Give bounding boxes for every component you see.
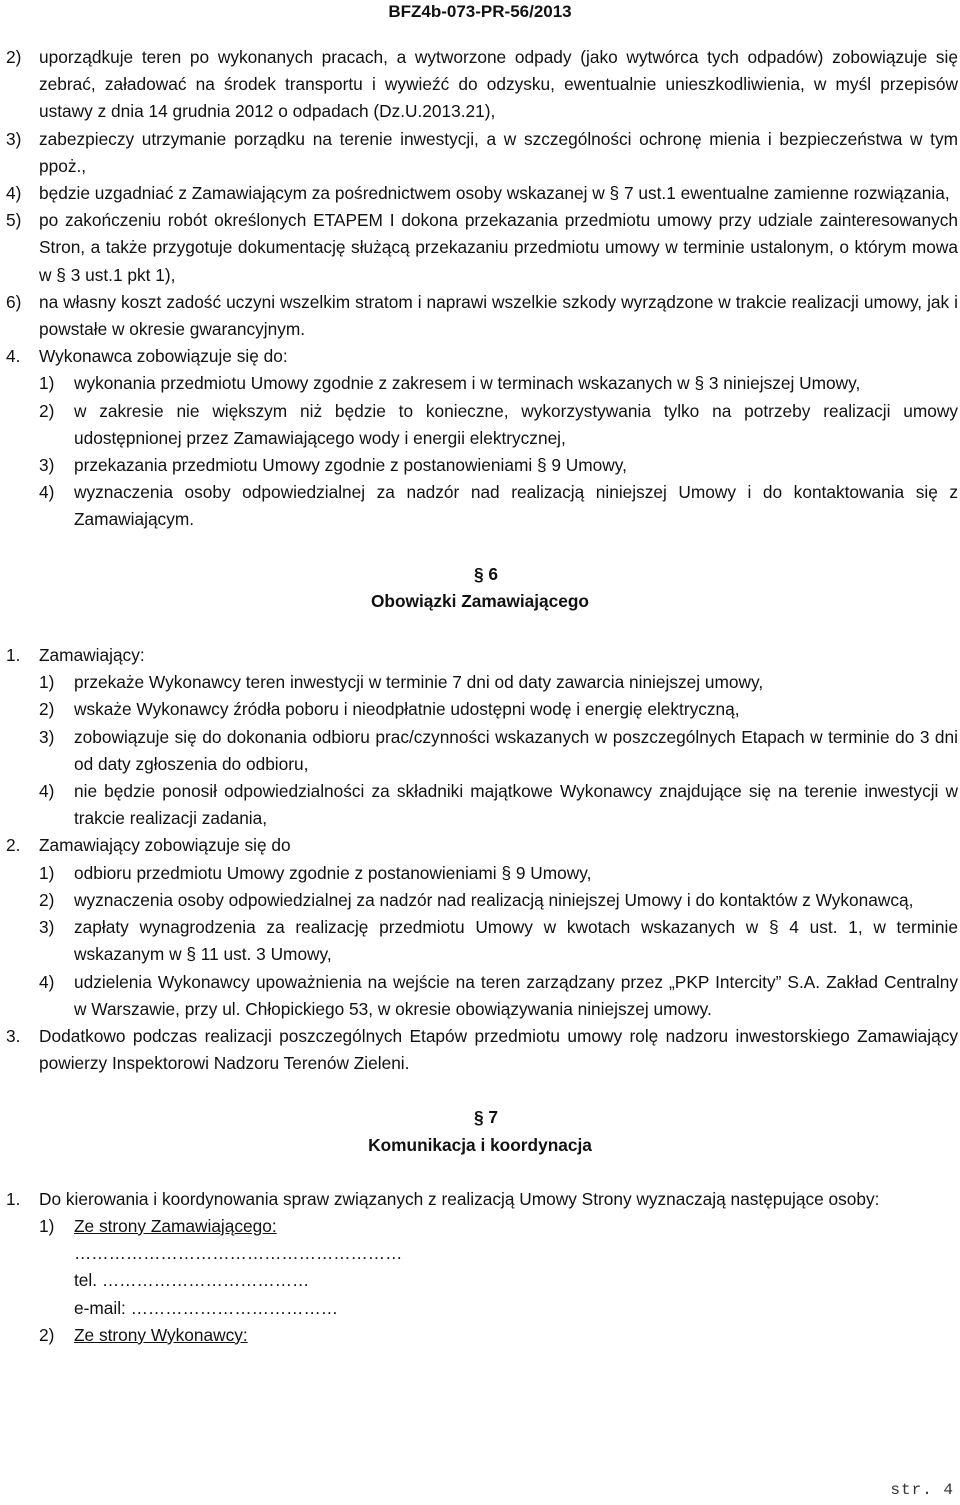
list-item-number: 3)	[39, 455, 55, 476]
list-item	[0, 887, 960, 914]
list-item	[0, 1213, 960, 1240]
contact-name-line: …………………………………………………	[74, 1243, 403, 1264]
point-number: 4.	[6, 346, 21, 367]
point-number: 1.	[6, 645, 21, 666]
list-item-number: 1)	[39, 672, 55, 693]
list-item-text: wykonania przedmiotu Umowy zgodnie z zakresem i w terminach wskazanych w § 3 niniejszej Umowy,	[74, 373, 861, 394]
list-item	[0, 180, 960, 207]
list-item-number: 5)	[6, 210, 22, 231]
list-item-text: w zakresie nie większym niż będzie to konieczne, wykorzystywania tylko na potrzeby realizacji umowy udostępnionej przez Zamawiającego wody i energii elektrycznej,	[74, 400, 958, 448]
list-item-number: 1)	[39, 373, 55, 394]
point-number: 2.	[6, 835, 21, 856]
section-title: Obowiązki Zamawiającego	[370, 590, 589, 611]
list-item-text: po zakończeniu robót określonych ETAPEM I dokona przekazania przedmiotu umowy przy udziale zainteresowanych Stron, a także przygotuje dokumentację służącą przekazaniu przedmiotu umowy w terminie ustalonym, o którym mowa w § 3 ust.1 pkt 1),	[39, 210, 958, 285]
spacer	[0, 1159, 960, 1186]
list-item-number: 6)	[6, 291, 22, 312]
contact-email-line: e-mail: ………………………………	[74, 1297, 339, 1318]
numbered-point	[0, 1186, 960, 1213]
point-text: Zamawiający zobowiązuje się do	[39, 835, 291, 856]
list-item-text: zabezpieczy utrzymanie porządku na terenie inwestycji, a w szczególności ochronę mienia i bezpieczeństwa w tym ppoż.,	[39, 128, 958, 176]
list-item	[0, 778, 960, 832]
list-item-text: będzie uzgadniać z Zamawiającym za pośrednictwem osoby wskazanej w § 7 ust.1 ewentualne zamienne rozwiązania,	[39, 183, 950, 204]
list-item-number: 2)	[39, 400, 55, 421]
list-item	[0, 289, 960, 343]
numbered-point	[0, 832, 960, 859]
list-item	[0, 696, 960, 723]
list-item-text: zapłaty wynagrodzenia za realizację przedmiotu Umowy w kwotach wskazanych w § 4 ust. 1, w terminie wskazanym w § 11 ust. 3 Umowy,	[74, 917, 958, 965]
list-item-number: 4)	[39, 971, 55, 992]
list-item	[0, 860, 960, 887]
section-title: Komunikacja i koordynacja	[368, 1134, 592, 1155]
section-number: § 6	[473, 563, 499, 584]
spacer	[0, 534, 960, 561]
list-item-number: 1)	[39, 1215, 55, 1236]
party-label: Ze strony Zamawiającego:	[74, 1215, 277, 1236]
spacer	[0, 1077, 960, 1104]
list-item	[0, 479, 960, 533]
list-item-number: 3)	[39, 917, 55, 938]
point-text: Zamawiający:	[39, 645, 145, 666]
spacer	[0, 615, 960, 642]
list-item	[0, 914, 960, 968]
point-text: Wykonawca zobowiązuje się do:	[39, 346, 288, 367]
list-item	[0, 207, 960, 289]
list-item	[0, 398, 960, 452]
document-id-header: BFZ4b-073-PR-56/2013	[388, 2, 572, 21]
list-item-number: 4)	[39, 781, 55, 802]
list-item-text: wskaże Wykonawcy źródła poboru i nieodpłatnie udostępni wodę i energię elektryczną,	[74, 699, 740, 720]
point-number: 3.	[6, 1025, 21, 1046]
numbered-point	[0, 1023, 960, 1077]
list-item-text: nie będzie ponosił odpowiedzialności za składniki majątkowe Wykonawcy znajdujące się na terenie inwestycji w trakcie realizacji zadania,	[74, 781, 958, 829]
point-text: Do kierowania i koordynowania spraw związanych z realizacją Umowy Strony wyznaczają następujące osoby:	[39, 1188, 880, 1209]
list-item-text: przekaże Wykonawcy teren inwestycji w terminie 7 dni od daty zawarcia niniejszej umowy,	[74, 672, 764, 693]
list-item	[0, 969, 960, 1023]
list-item-number: 2)	[39, 889, 55, 910]
list-item-text: zobowiązuje się do dokonania odbioru prac/czynności wskazanych w poszczególnych Etapach w terminie do 3 dni od daty zgłoszenia do odbioru,	[74, 726, 958, 774]
section-number: § 7	[473, 1107, 499, 1128]
list-item	[0, 724, 960, 778]
document-body	[0, 44, 960, 1349]
list-item-text: na własny koszt zadość uczyni wszelkim stratom i naprawi wszelkie szkody wyrządzone w trakcie realizacji umowy, jak i powstałe w okresie gwarancyjnym.	[39, 291, 958, 340]
numbered-point	[0, 343, 960, 370]
list-item-number: 4)	[6, 183, 22, 204]
list-item-number: 3)	[6, 128, 22, 149]
list-item	[0, 1322, 960, 1349]
list-item-text: udzielenia Wykonawcy upoważnienia na wejście na teren zarządzany przez „PKP Intercity” S.A. Zakład Centralny w Warszawie, przy ul. Chłopickiego 53, w okresie obowiązywania niniejszej umowy.	[74, 971, 958, 1019]
list-item-text: uporządkuje teren po wykonanych pracach, a wytworzone odpady (jako wytwórca tych odpadów) zobowiązuje się zebrać, załadować na środek transportu i wywieźć do odzysku, ewentualnie unieszkodliwienia, w myśl przepisów ustawy z dnia 14 grudnia 2012 o odpadach (Dz.U.2013.21),	[39, 47, 958, 122]
list-item-text: wyznaczenia osoby odpowiedzialnej za nadzór nad realizacją niniejszej Umowy i do kontaktów z Wykonawcą,	[74, 889, 914, 910]
page-number: str. 4	[890, 1481, 954, 1499]
list-item-text: odbioru przedmiotu Umowy zgodnie z postanowieniami § 9 Umowy,	[74, 862, 592, 883]
list-item-number: 2)	[6, 47, 22, 67]
list-item-number: 2)	[39, 1324, 55, 1345]
list-item	[0, 370, 960, 397]
point-text: Dodatkowo podczas realizacji poszczególnych Etapów przedmiotu umowy rolę nadzoru inwestorskiego Zamawiający powierzy Inspektorowi Nadzoru Terenów Zieleni.	[39, 1025, 958, 1074]
list-item	[0, 669, 960, 696]
list-item-number: 2)	[39, 699, 55, 720]
list-item-number: 1)	[39, 862, 55, 883]
list-item-text: wyznaczenia osoby odpowiedzialnej za nadzór nad realizacją niniejszej Umowy i do kontaktowania się z Zamawiającym.	[74, 482, 958, 530]
list-item	[0, 126, 960, 180]
list-item	[0, 452, 960, 479]
point-number: 1.	[6, 1188, 21, 1209]
contact-tel-line: tel. ………………………………	[74, 1270, 310, 1291]
party-label: Ze strony Wykonawcy:	[74, 1324, 248, 1345]
list-item-number: 3)	[39, 726, 55, 747]
list-item-number: 4)	[39, 482, 55, 503]
list-item	[0, 44, 960, 126]
numbered-point	[0, 642, 960, 669]
list-item-text: przekazania przedmiotu Umowy zgodnie z postanowieniami § 9 Umowy,	[74, 455, 627, 476]
